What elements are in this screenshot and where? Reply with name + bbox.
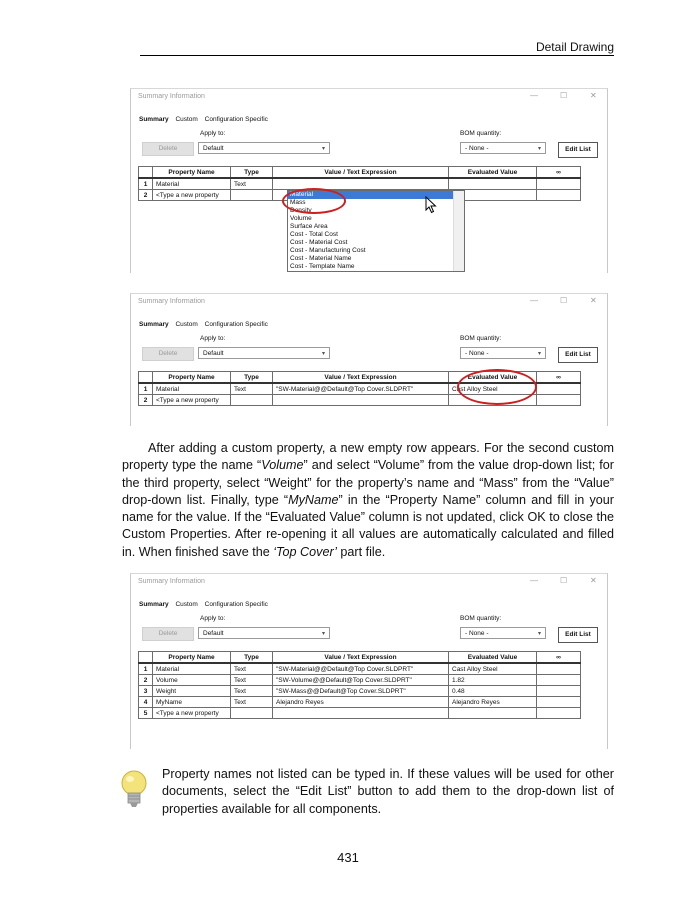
value-cell[interactable]: "SW-Material@@Default@Top Cover.SLDPRT" xyxy=(273,383,449,395)
link-icon[interactable]: ∞ xyxy=(537,167,581,179)
text-run: After adding a custom property, a new empty row appears. For the second custom property type the name “ xyxy=(122,441,614,473)
tab-summary[interactable]: Summary xyxy=(139,116,169,123)
apply-to-value: Default xyxy=(203,145,224,152)
value-cell[interactable]: "SW-Mass@@Default@Top Cover.SLDPRT" xyxy=(273,686,449,697)
chevron-down-icon: ▾ xyxy=(537,351,541,357)
row-number: 2 xyxy=(139,675,153,686)
link-cell[interactable] xyxy=(537,708,581,719)
type-header: Type xyxy=(231,167,273,179)
text-run: ‘Top Cover’ xyxy=(273,544,337,559)
dropdown-option[interactable]: Cost - Total Cost xyxy=(290,231,338,238)
maximize-icon[interactable]: ☐ xyxy=(560,576,568,585)
link-icon[interactable]: ∞ xyxy=(537,372,581,384)
screenshot-1 xyxy=(130,88,608,273)
dialog-title: Summary Information xyxy=(138,578,205,585)
table-row[interactable] xyxy=(139,708,581,719)
edit-list-button[interactable]: Edit List xyxy=(558,627,598,643)
row-number: 3 xyxy=(139,686,153,697)
text-run: MyName xyxy=(288,492,339,507)
edit-list-button[interactable]: Edit List xyxy=(558,142,598,158)
table-row[interactable] xyxy=(139,675,581,686)
row-number-header xyxy=(139,167,153,179)
type-cell[interactable]: Text xyxy=(231,383,273,395)
apply-to-select[interactable] xyxy=(198,142,330,154)
page-header-title: Detail Drawing xyxy=(535,40,614,54)
link-icon[interactable]: ∞ xyxy=(537,652,581,664)
tab-bar xyxy=(139,116,273,123)
evaluated-value-header: Evaluated Value xyxy=(449,167,537,179)
dialog-title: Summary Information xyxy=(138,93,205,100)
property-name-cell[interactable]: MyName xyxy=(153,697,231,708)
type-cell[interactable]: Text xyxy=(231,178,273,190)
value-cell[interactable]: "SW-Volume@@Default@Top Cover.SLDPRT" xyxy=(273,675,449,686)
chevron-down-icon: ▾ xyxy=(321,631,325,637)
lightbulb-icon xyxy=(118,768,150,817)
value-cell[interactable] xyxy=(273,395,449,406)
row-number: 4 xyxy=(139,697,153,708)
row-number: 1 xyxy=(139,178,153,190)
type-cell[interactable] xyxy=(231,708,273,719)
dialog-title: Summary Information xyxy=(138,298,205,305)
property-name-cell[interactable]: Weight xyxy=(153,686,231,697)
close-icon[interactable]: ✕ xyxy=(590,296,597,305)
table-header-row xyxy=(139,167,581,179)
highlight-circle xyxy=(457,369,537,405)
delete-button[interactable]: Delete xyxy=(142,142,194,156)
apply-to-label: Apply to: xyxy=(200,335,226,342)
link-cell[interactable] xyxy=(537,686,581,697)
bom-quantity-select[interactable] xyxy=(460,142,546,154)
table-row[interactable] xyxy=(139,178,581,190)
screenshot-2 xyxy=(130,293,608,426)
link-cell[interactable] xyxy=(537,395,581,406)
property-name-cell[interactable]: Material xyxy=(153,178,231,190)
bom-quantity-label: BOM quantity: xyxy=(460,130,502,137)
link-cell[interactable] xyxy=(537,675,581,686)
evaluated-value-header: Evaluated Value xyxy=(449,372,537,384)
bom-quantity-label: BOM quantity: xyxy=(460,615,502,622)
bom-quantity-value: - None - xyxy=(465,630,489,637)
property-name-cell[interactable]: <Type a new property xyxy=(153,190,231,201)
dropdown-option[interactable]: Cost - Material Name xyxy=(290,255,352,262)
apply-to-select[interactable] xyxy=(198,627,330,639)
row-number: 1 xyxy=(139,383,153,395)
tab-bar xyxy=(139,601,273,608)
property-name-cell[interactable]: Volume xyxy=(153,675,231,686)
evaluated-value-cell[interactable]: 1.82 xyxy=(449,675,537,686)
minimize-icon[interactable]: — xyxy=(530,576,538,585)
evaluated-value-cell[interactable]: Cast Alloy Steel xyxy=(449,663,537,675)
tab-bar xyxy=(139,321,273,328)
dropdown-option[interactable]: Density xyxy=(290,207,312,214)
apply-to-label: Apply to: xyxy=(200,130,226,137)
property-name-header: Property Name xyxy=(153,372,231,384)
dropdown-option[interactable]: Surface Area xyxy=(290,223,328,230)
evaluated-value-cell[interactable]: Alejandro Reyes xyxy=(449,697,537,708)
tip-paragraph: Property names not listed can be typed in. If these values will be used for other documents, select the “Edit List” button to add them to the drop-down list of properties available for all components. xyxy=(162,767,614,816)
screenshot-3 xyxy=(130,573,608,749)
chevron-down-icon: ▾ xyxy=(321,146,325,152)
apply-to-value: Default xyxy=(203,350,224,357)
text-run: Volume xyxy=(261,458,304,473)
tab-configuration-specific[interactable]: Configuration Specific xyxy=(204,321,268,328)
text-run: ” in the “Property Name” column and fill in your name for the value. If the “Evaluated Value” column is not updated, click OK to close the Custom Properties. After re-opening it all values are automatically calculated and filled in. When finished save the xyxy=(122,492,614,559)
tab-custom[interactable]: Custom xyxy=(175,321,198,328)
row-number: 5 xyxy=(139,708,153,719)
tab-configuration-specific[interactable]: Configuration Specific xyxy=(204,601,268,608)
minimize-icon[interactable]: — xyxy=(530,91,538,100)
apply-to-label: Apply to: xyxy=(200,615,226,622)
property-name-cell[interactable]: Material xyxy=(153,383,231,395)
table-header-row xyxy=(139,652,581,664)
table-row[interactable] xyxy=(139,686,581,697)
apply-to-value: Default xyxy=(203,630,224,637)
row-number-header xyxy=(139,652,153,664)
bom-quantity-label: BOM quantity: xyxy=(460,335,502,342)
delete-button[interactable]: Delete xyxy=(142,347,194,361)
properties-table xyxy=(138,651,581,719)
type-cell[interactable]: Text xyxy=(231,697,273,708)
table-row[interactable] xyxy=(139,697,581,708)
bom-quantity-value: - None - xyxy=(465,350,489,357)
dropdown-option[interactable]: Material xyxy=(288,191,464,199)
tab-configuration-specific[interactable]: Configuration Specific xyxy=(204,116,268,123)
delete-button[interactable]: Delete xyxy=(142,627,194,641)
link-cell[interactable] xyxy=(537,190,581,201)
evaluated-value-cell[interactable]: 0.48 xyxy=(449,686,537,697)
evaluated-value-cell[interactable]: Cast Alloy Steel xyxy=(449,383,537,395)
evaluated-value-cell[interactable] xyxy=(449,178,537,190)
value-cell[interactable]: Alejandro Reyes xyxy=(273,697,449,708)
chevron-down-icon: ▾ xyxy=(537,146,541,152)
property-name-header: Property Name xyxy=(153,167,231,179)
type-cell[interactable]: Text xyxy=(231,663,273,675)
header-rule xyxy=(140,55,614,56)
link-cell[interactable] xyxy=(537,383,581,395)
type-cell[interactable] xyxy=(231,395,273,406)
maximize-icon[interactable]: ☐ xyxy=(560,91,568,100)
bom-quantity-select[interactable] xyxy=(460,347,546,359)
value-cell[interactable]: "SW-Material@@Default@Top Cover.SLDPRT" xyxy=(273,663,449,675)
link-cell[interactable] xyxy=(537,697,581,708)
row-number: 2 xyxy=(139,190,153,201)
close-icon[interactable]: ✕ xyxy=(590,91,597,100)
chevron-down-icon: ▾ xyxy=(321,351,325,357)
value-cell[interactable] xyxy=(273,708,449,719)
type-cell[interactable]: Text xyxy=(231,675,273,686)
chevron-down-icon: ▾ xyxy=(537,631,541,637)
evaluated-value-cell[interactable] xyxy=(449,708,537,719)
edit-list-button[interactable]: Edit List xyxy=(558,347,598,363)
dropdown-option[interactable]: Volume xyxy=(290,215,312,222)
value-header: Value / Text Expression xyxy=(273,167,449,179)
row-number: 1 xyxy=(139,663,153,675)
value-cell[interactable] xyxy=(273,178,449,190)
value-header: Value / Text Expression xyxy=(273,652,449,664)
dropdown-option[interactable]: Cost - Material Cost xyxy=(290,239,348,246)
tab-custom[interactable]: Custom xyxy=(175,601,198,608)
close-icon[interactable]: ✕ xyxy=(590,576,597,585)
dialog-frame xyxy=(130,293,608,426)
apply-to-select[interactable] xyxy=(198,347,330,359)
link-cell[interactable] xyxy=(537,178,581,190)
mouse-cursor-icon xyxy=(425,196,437,216)
minimize-icon[interactable]: — xyxy=(530,296,538,305)
link-cell[interactable] xyxy=(537,663,581,675)
highlight-circle xyxy=(282,188,346,214)
bom-quantity-select[interactable] xyxy=(460,627,546,639)
type-header: Type xyxy=(231,652,273,664)
dropdown-option[interactable]: Mass xyxy=(290,199,306,206)
text-run: ” and select “Volume” from the value drop-down list; for the third property, select “Weight” for the property’s name and “Mass” from the “Value” drop-down list. Finally, type “ xyxy=(122,458,615,507)
tab-custom[interactable]: Custom xyxy=(175,116,198,123)
bom-quantity-value: - None - xyxy=(465,145,489,152)
text-run: part file. xyxy=(336,544,386,559)
page-number: 431 xyxy=(337,850,359,865)
row-number: 2 xyxy=(139,395,153,406)
property-name-cell[interactable]: <Type a new property xyxy=(153,708,231,719)
type-cell[interactable] xyxy=(231,190,273,201)
dropdown-option[interactable]: Cost - Template Name xyxy=(290,263,355,270)
table-row[interactable] xyxy=(139,663,581,675)
property-name-header: Property Name xyxy=(153,652,231,664)
body-paragraph xyxy=(122,440,614,561)
type-cell[interactable]: Text xyxy=(231,686,273,697)
tab-summary[interactable]: Summary xyxy=(139,601,169,608)
value-header: Value / Text Expression xyxy=(273,372,449,384)
scrollbar[interactable] xyxy=(453,191,464,271)
property-name-cell[interactable]: <Type a new property xyxy=(153,395,231,406)
evaluated-value-header: Evaluated Value xyxy=(449,652,537,664)
type-header: Type xyxy=(231,372,273,384)
property-name-cell[interactable]: Material xyxy=(153,663,231,675)
dropdown-option[interactable]: Cost - Manufacturing Cost xyxy=(290,247,366,254)
tab-summary[interactable]: Summary xyxy=(139,321,169,328)
maximize-icon[interactable]: ☐ xyxy=(560,296,568,305)
row-number-header xyxy=(139,372,153,384)
